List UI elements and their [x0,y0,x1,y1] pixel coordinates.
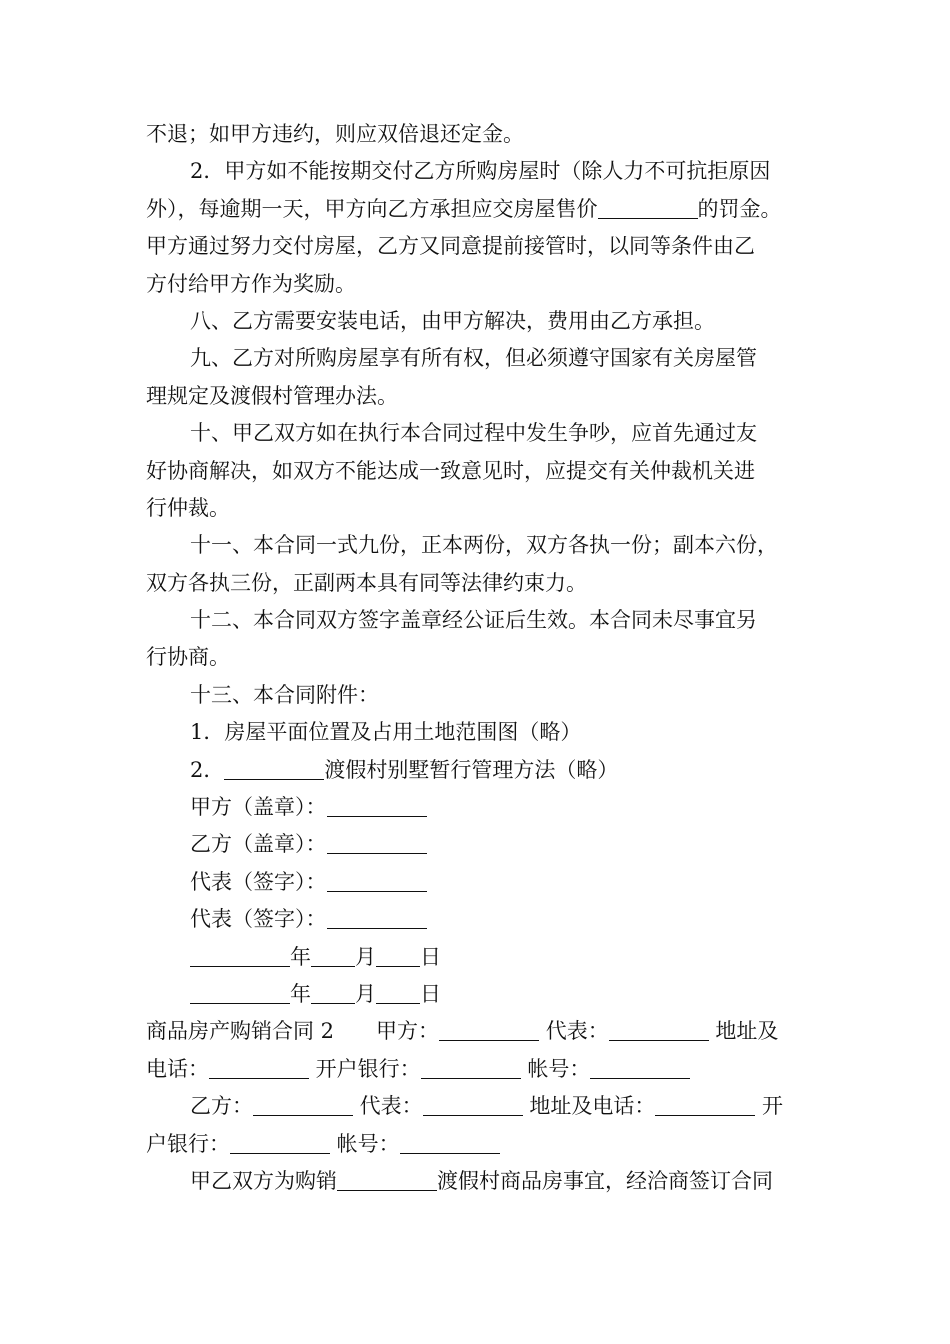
year-blank [190,981,290,1004]
field-label: 帐号： [330,1131,400,1156]
field-label: 地址及 [708,1019,779,1044]
paragraph-line: 行协商。 [146,645,230,670]
day-label: 日 [420,981,441,1006]
fill-in-blank [327,869,427,892]
attachment-1-line: 1．房屋平面位置及占用土地范围图（略） [190,720,582,745]
party-a-seal-line [146,789,826,826]
party-a-info-line [146,1051,826,1088]
fill-in-blank [224,757,324,780]
field-label: 电话： [146,1056,209,1081]
clause-12-line: 十二、本合同双方签字盖章经公证后生效。本合同未尽事宜另 [190,608,757,633]
signature-label: 代表（签字）： [190,907,327,932]
year-label: 年 [290,944,311,969]
date-line [146,976,826,1013]
clause-8-line: 八、乙方需要安装电话，由甲方解决，费用由乙方承担。 [190,308,715,333]
month-label: 月 [355,981,376,1006]
field-label: 户银行： [146,1131,230,1156]
field-label: 甲方： [334,1019,440,1044]
fill-in-blank [327,794,427,817]
year-blank [190,944,290,967]
fill-in-blank [209,1056,309,1079]
month-blank [311,981,355,1004]
fill-in-blank [590,1056,690,1079]
field-label: 开 [755,1094,784,1119]
paragraph-line: 理规定及渡假村管理办法。 [146,383,398,408]
fill-in-blank [253,1093,353,1116]
field-label: 代表： [353,1094,423,1119]
party-b-info-line [146,1126,826,1163]
clause-7-2-line: 2．甲方如不能按期交付乙方所购房屋时（除人力不可抗拒原因 [190,159,771,184]
attachment-2-line [146,752,826,789]
day-blank [376,944,420,967]
text-segment: 渡假村商品房事宜，经洽商签订合同 [437,1168,773,1193]
month-label: 月 [355,944,376,969]
day-blank [376,981,420,1004]
fill-in-blank [421,1056,521,1079]
text-segment: 2． [190,757,225,782]
fill-in-blank [423,1093,523,1116]
document-body [146,116,826,1200]
fill-in-blank [327,831,427,854]
signature-label: 甲方（盖章）： [190,795,327,820]
paragraph-line: 不退；如甲方违约，则应双倍退还定金。 [146,122,524,146]
paragraph-line: 方付给甲方作为奖励。 [146,271,356,296]
representative-sign-line [146,864,826,901]
representative-sign-line [146,901,826,938]
text-segment: 渡假村别墅暂行管理方法（略） [324,757,619,782]
year-label: 年 [290,981,311,1006]
field-label: 代表： [539,1019,609,1044]
month-blank [311,944,355,967]
party-b-info-line [146,1088,826,1125]
clause-9-line: 九、乙方对所购房屋享有所有权，但必须遵守国家有关房屋管 [190,346,757,371]
field-label: 地址及电话： [522,1094,656,1119]
text-segment: 的罚金。 [697,196,782,221]
text-segment: 外），每逾期一天，甲方向乙方承担应交房屋售价 [146,196,598,221]
paragraph-line: 好协商解决，如双方不能达成一致意见时，应提交有关仲裁机关进 [146,458,755,483]
fill-in-blank [655,1093,755,1116]
field-label: 乙方： [190,1094,253,1119]
field-label: 开户银行： [309,1056,421,1081]
paragraph-line: 双方各执三份，正副两本具有同等法律约束力。 [146,570,587,595]
clause-11-line: 十一、本合同一式九份，正本两份，双方各执一份；副本六份， [190,533,778,558]
fill-in-blank [327,906,427,929]
day-label: 日 [420,944,441,969]
fill-in-blank [598,196,698,219]
contract-2-heading-line [146,1013,826,1050]
fill-in-blank [230,1131,330,1154]
date-line [146,939,826,976]
text-segment: 甲乙双方为购销 [190,1168,337,1193]
fill-in-blank [400,1131,500,1154]
clause-13-line: 十三、本合同附件： [190,682,379,707]
signature-label: 代表（签字）： [190,869,327,894]
fill-in-blank [609,1018,709,1041]
paragraph-line: 行仲裁。 [146,495,230,520]
contract-2-preamble-line [146,1163,826,1200]
fill-in-blank [337,1168,437,1191]
fill-in-blank [439,1018,539,1041]
signature-label: 乙方（盖章）： [190,832,327,857]
contract-2-title: 商品房产购销合同 2 [146,1019,335,1044]
party-b-seal-line [146,826,826,863]
clause-10-line: 十、甲乙双方如在执行本合同过程中发生争吵，应首先通过友 [190,421,757,446]
paragraph-line [146,191,826,228]
field-label: 帐号： [520,1056,591,1081]
paragraph-line: 甲方通过努力交付房屋，乙方又同意提前接管时，以同等条件由乙 [146,234,755,259]
